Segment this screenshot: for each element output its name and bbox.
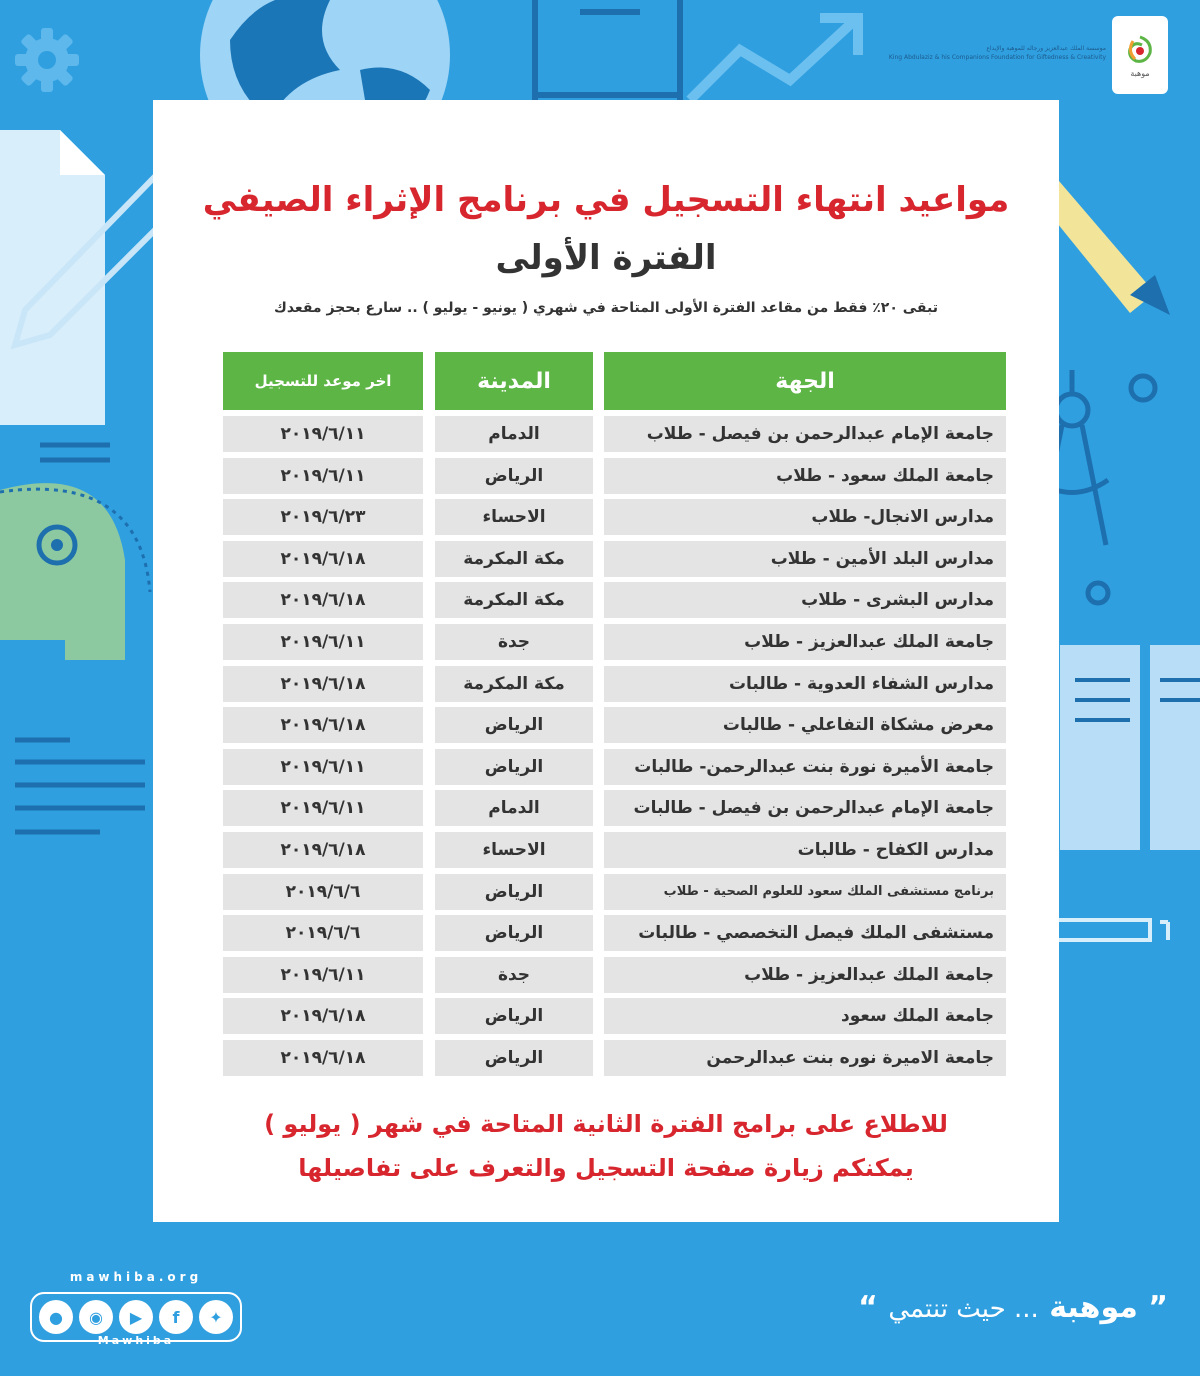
table-row	[223, 957, 1006, 993]
snapchat-icon[interactable]: ●	[39, 1300, 73, 1334]
table-body	[223, 416, 1006, 1076]
table-row	[223, 499, 1006, 535]
city-cell: مكة المكرمة	[435, 541, 593, 577]
social-handle: Mawhiba	[97, 1334, 175, 1347]
slogan	[858, 1290, 1168, 1325]
table-row	[223, 874, 1006, 910]
instagram-icon[interactable]: ◉	[79, 1300, 113, 1334]
entity-cell: مدارس الكفاح - طالبات	[604, 832, 1006, 868]
city-cell: الرياض	[435, 1040, 593, 1076]
entity-cell: جامعة الملك عبدالعزيز - طلاب	[604, 624, 1006, 660]
deadlines-table	[223, 352, 1006, 1082]
deadline-cell: ٢٠١٩/٦/٦	[223, 915, 423, 951]
deadline-cell: ٢٠١٩/٦/١٨	[223, 582, 423, 618]
facebook-icon[interactable]: f	[159, 1300, 193, 1334]
deadline-cell: ٢٠١٩/٦/١٨	[223, 666, 423, 702]
deadline-cell: ٢٠١٩/٦/١١	[223, 416, 423, 452]
city-cell: الرياض	[435, 707, 593, 743]
logo-caption-en: King Abdulaziz & his Companions Foundation for Giftedness & Creativity	[888, 54, 1106, 61]
table-row	[223, 624, 1006, 660]
table-row	[223, 998, 1006, 1034]
header-city: المدينة	[435, 352, 593, 410]
city-cell: مكة المكرمة	[435, 666, 593, 702]
table-row	[223, 666, 1006, 702]
deadline-cell: ٢٠١٩/٦/١١	[223, 957, 423, 993]
city-cell: الرياض	[435, 998, 593, 1034]
city-cell: الاحساء	[435, 832, 593, 868]
deadline-cell: ٢٠١٩/٦/١١	[223, 749, 423, 785]
table-row	[223, 707, 1006, 743]
header-deadline: اخر موعد للتسجيل	[223, 352, 423, 410]
deadline-cell: ٢٠١٩/٦/١٨	[223, 1040, 423, 1076]
second-period-note: للاطلاع على برامج الفترة الثانية المتاحة في شهر ( يوليو )	[264, 1110, 948, 1138]
trend-arrow-icon	[690, 18, 858, 100]
entity-cell: جامعة الاميرة نوره بنت عبدالرحمن	[604, 1040, 1006, 1076]
table-row	[223, 1040, 1006, 1076]
logo-caption	[880, 44, 1106, 62]
table-row	[223, 582, 1006, 618]
deadline-cell: ٢٠١٩/٦/٦	[223, 874, 423, 910]
city-cell: جدة	[435, 957, 593, 993]
registration-page-note: يمكنكم زيارة صفحة التسجيل والتعرف على تفاصيلها	[298, 1154, 914, 1182]
deadline-cell: ٢٠١٩/٦/١١	[223, 790, 423, 826]
city-cell: الرياض	[435, 458, 593, 494]
entity-cell: معرض مشكاة التفاعلي - طالبات	[604, 707, 1006, 743]
table-row	[223, 458, 1006, 494]
table-row	[223, 790, 1006, 826]
table-row	[223, 832, 1006, 868]
slogan-brand: موهبة	[1049, 1290, 1138, 1325]
entity-cell: جامعة الملك سعود	[604, 998, 1006, 1034]
entity-cell: مدارس البشرى - طلاب	[604, 582, 1006, 618]
entity-cell: جامعة الملك عبدالعزيز - طلاب	[604, 957, 1006, 993]
table-row	[223, 416, 1006, 452]
city-cell: الدمام	[435, 790, 593, 826]
table-row	[223, 915, 1006, 951]
table-row	[223, 749, 1006, 785]
table-header	[223, 352, 1006, 410]
quote-close: ”	[1148, 1290, 1168, 1325]
website-url[interactable]: mawhiba.org	[69, 1270, 203, 1284]
entity-cell: جامعة الأميرة نورة بنت عبدالرحمن- طالبات	[604, 749, 1006, 785]
mawhiba-logo-icon	[1123, 33, 1157, 69]
twitter-icon[interactable]: ✦	[199, 1300, 233, 1334]
head-gear-icon	[0, 483, 150, 660]
seats-note: تبقى ٢٠٪ فقط من مقاعد الفترة الأولى المتاحة في شهري ( يونيو - يوليو ) .. سارع بحجز مقعدك	[274, 300, 938, 316]
mawhiba-logo	[1112, 16, 1168, 94]
city-cell: الاحساء	[435, 499, 593, 535]
deadline-cell: ٢٠١٩/٦/١٨	[223, 541, 423, 577]
entity-cell: مستشفى الملك فيصل التخصصي - طالبات	[604, 915, 1006, 951]
deadline-cell: ٢٠١٩/٦/١١	[223, 624, 423, 660]
city-cell: جدة	[435, 624, 593, 660]
open-book-icon	[1060, 645, 1200, 850]
deadline-cell: ٢٠١٩/٦/١١	[223, 458, 423, 494]
city-cell: الرياض	[435, 749, 593, 785]
deadline-cell: ٢٠١٩/٦/١٨	[223, 998, 423, 1034]
youtube-icon[interactable]: ▶	[119, 1300, 153, 1334]
city-cell: الرياض	[435, 915, 593, 951]
entity-cell: مدارس الانجال- طلاب	[604, 499, 1006, 535]
slogan-text: ... حيث تنتمي	[888, 1294, 1039, 1324]
entity-cell: جامعة الإمام عبدالرحمن بن فيصل - طلاب	[604, 416, 1006, 452]
gear-small-icon	[1088, 376, 1155, 603]
logo-caption-ar: موسسة الملك عبدالعزيز ورجاله للموهبة والإبداع	[986, 45, 1106, 52]
entity-cell: برنامج مستشفى الملك سعود للعلوم الصحية - طلاب	[604, 874, 1006, 910]
page-title: مواعيد انتهاء التسجيل في برنامج الإثراء الصيفي	[202, 180, 1010, 220]
deadline-cell: ٢٠١٩/٦/١٨	[223, 707, 423, 743]
entity-cell: جامعة الإمام عبدالرحمن بن فيصل - طالبات	[604, 790, 1006, 826]
city-cell: الدمام	[435, 416, 593, 452]
entity-cell: جامعة الملك سعود - طلاب	[604, 458, 1006, 494]
deadline-cell: ٢٠١٩/٦/١٨	[223, 832, 423, 868]
entity-cell: مدارس الشفاء العدوية - طالبات	[604, 666, 1006, 702]
city-cell: الرياض	[435, 874, 593, 910]
quote-open: “	[858, 1290, 878, 1325]
deadline-cell: ٢٠١٩/٦/٢٣	[223, 499, 423, 535]
logo-word: موهبة	[1130, 68, 1150, 78]
header-entity: الجهة	[604, 352, 1006, 410]
city-cell: مكة المكرمة	[435, 582, 593, 618]
gear-icon	[15, 28, 79, 92]
schedule-card	[153, 100, 1059, 1222]
period-subtitle: الفترة الأولى	[495, 238, 717, 278]
entity-cell: مدارس البلد الأمين - طلاب	[604, 541, 1006, 577]
table-row	[223, 541, 1006, 577]
